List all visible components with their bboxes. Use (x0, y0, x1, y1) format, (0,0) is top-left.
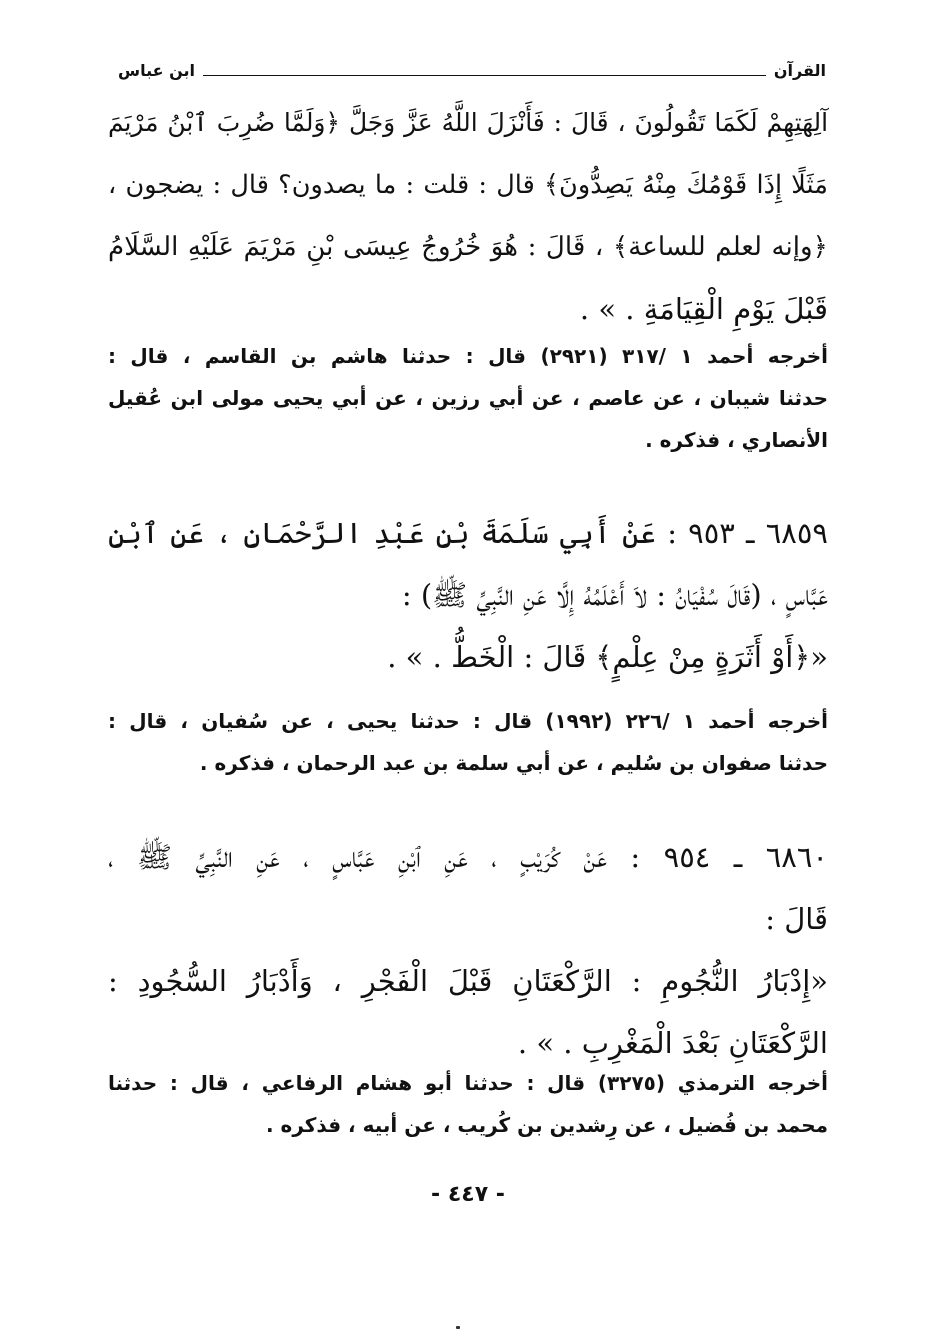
takhrij-note-2 (108, 700, 828, 784)
hadith-line: آلِهَتِهِمْ لَكَمَا تَقُولُونَ ، قَالَ : فَأَنْزَلَ اللَّهُ عَزَّ وَجَلَّ ﴿وَلَمَّا ضُرِبَ ٱبْنُ مَرْيَمَ (108, 108, 828, 137)
takhrij-note-1 (108, 335, 828, 461)
hadith-text-3 (108, 826, 828, 1074)
running-header (118, 58, 826, 82)
takhrij-line: الأنصاري ، فذكره . (645, 428, 828, 452)
page-number: - ٤٤٧ - (431, 1182, 505, 1207)
header-chapter: القرآن (773, 60, 826, 80)
hadith-line: مَثَلًا إِذَا قَوْمُكَ مِنْهُ يَصِدُّونَ﴾ قال : قلت : ما يصدون؟ قال : يضجون ، (108, 170, 828, 200)
hadith-line: ٦٨٥٩ ـ ٩٥٣ : عَنْ أَبِي سَلَمَةَ بْنِ عَبْدِ الرَّحْمَانِ ، عَنِ ٱبْنِ (108, 516, 828, 550)
hadith-text-2 (108, 502, 828, 688)
header-rule (203, 75, 766, 76)
header-narrator: ابن عباس (118, 60, 196, 80)
hadith-line: ٦٨٦٠ ـ ٩٥٤ : عَنْ كُرَيْبٍ ، عَنِ ٱبْنِ عَبَّاسٍ ، عَنِ النَّبِيِّ ﷺ ، (108, 840, 828, 874)
takhrij-line: حدثنا صفوان بن سُليم ، عن أبي سلمة بن عبد الرحمان ، فذكره . (199, 751, 828, 775)
hadith-text-1 (108, 92, 828, 340)
hadith-line: قَالَ : (765, 902, 828, 936)
hadith-line: قَبْلَ يَوْمِ الْقِيَامَةِ . » . (579, 292, 828, 326)
hadith-line: عَبَّاسٍ ، (قَالَ سُفْيَانُ : لاَ أَعْلَمُهُ إِلَّا عَنِ النَّبِيِّ ﷺ) : (401, 578, 828, 612)
hadith-line: ﴿وإنه لعلم للساعة﴾ ، قَالَ : هُوَ خُرُوجُ عِيسَى بْنِ مَرْيَمَ عَلَيْهِ السَّلَامُ (108, 232, 828, 262)
takhrij-line: أخرجه أحمد ١ /٢٢٦ (١٩٩٢) قال : حدثنا يحيى ، عن سُفيان ، قال : (108, 709, 828, 733)
takhrij-line: أخرجه أحمد ١ /٣١٧ (٢٩٢١) قال : حدثنا هاشم بن القاسم ، قال : (108, 344, 829, 368)
hadith-line: «إِدْبَارُ النُّجُومِ : الرَّكْعَتَانِ قَبْلَ الْفَجْرِ ، وَأَدْبَارُ السُّجُودِ : (108, 964, 828, 998)
scan-speck (456, 1326, 460, 1329)
takhrij-line: حدثنا شيبان ، عن عاصم ، عن أبي رزين ، عن أبي يحيى مولى ابن عُقيل (108, 386, 828, 410)
takhrij-line: أخرجه الترمذي (٣٢٧٥) قال : حدثنا أبو هشام الرفاعي ، قال : حدثنا (108, 1071, 829, 1095)
takhrij-note-3 (108, 1062, 828, 1146)
takhrij-line: محمد بن فُضيل ، عن رِشدين بن كُريب ، عن أبيه ، فذكره . (265, 1113, 828, 1137)
hadith-line: الرَّكْعَتَانِ بَعْدَ الْمَغْرِبِ . » . (517, 1026, 828, 1060)
hadith-line: «﴿أَوْ أَثَرَةٍ مِنْ عِلْمٍ﴾ قَالَ : الْخَطُّ . » . (387, 640, 828, 674)
